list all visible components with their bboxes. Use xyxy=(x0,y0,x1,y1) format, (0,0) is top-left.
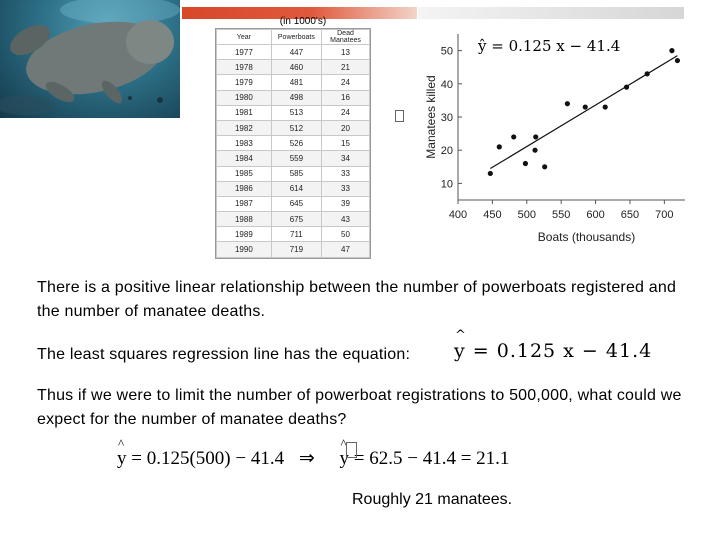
x-tick-label: 600 xyxy=(586,209,605,221)
table-cell: 1978 xyxy=(217,60,272,75)
implies-arrow: ⇒ xyxy=(298,448,315,469)
x-tick-label: 550 xyxy=(552,209,571,221)
table-cell: 481 xyxy=(271,75,321,90)
table-cell: 20 xyxy=(322,120,370,135)
y-tick-label: 10 xyxy=(440,178,453,191)
table-caption: (in 1000's) xyxy=(279,16,327,27)
manatee-data-table xyxy=(216,29,370,258)
table-cell: 512 xyxy=(271,120,321,135)
table-row xyxy=(217,242,370,257)
table-cell: 460 xyxy=(271,60,321,75)
data-point xyxy=(565,101,570,106)
table-cell: 498 xyxy=(271,90,321,105)
x-tick-label: 700 xyxy=(655,209,674,221)
regression-equation xyxy=(454,340,652,362)
prediction-question: Thus if we were to limit the number of powerboat registrations to 500,000, what could we expect for the number of manatee deaths? xyxy=(37,387,682,428)
data-point xyxy=(645,71,650,76)
missing-glyph-box xyxy=(395,110,404,122)
table-cell: 585 xyxy=(271,166,321,181)
table-cell: 614 xyxy=(271,181,321,196)
table-row xyxy=(217,120,370,135)
table-cell: 33 xyxy=(322,181,370,196)
table-cell: 34 xyxy=(322,151,370,166)
y-tick-label: 50 xyxy=(440,45,453,58)
table-cell: 47 xyxy=(322,242,370,257)
table-cell: 1982 xyxy=(217,120,272,135)
data-point xyxy=(675,58,680,63)
table-cell: 1989 xyxy=(217,227,272,242)
data-point xyxy=(542,164,547,169)
data-point xyxy=(624,85,629,90)
table-header-cell: Dead Manatees xyxy=(322,30,370,45)
calc-y-hat: ^ y xyxy=(117,448,127,470)
table-cell: 559 xyxy=(271,151,321,166)
table-cell: 1990 xyxy=(217,242,272,257)
table-cell: 21 xyxy=(322,60,370,75)
calc-y-hat-2: ^ y xyxy=(340,448,350,470)
table-cell: 13 xyxy=(322,45,370,60)
table-row xyxy=(217,196,370,211)
table-cell: 1979 xyxy=(217,75,272,90)
table-cell: 719 xyxy=(271,242,321,257)
table-cell: 447 xyxy=(271,45,321,60)
table-cell: 33 xyxy=(322,166,370,181)
data-point xyxy=(669,48,674,53)
table-cell: 1986 xyxy=(217,181,272,196)
missing-glyph-box xyxy=(346,442,357,458)
table-cell: 526 xyxy=(271,136,321,151)
table-row xyxy=(217,75,370,90)
calc-step-2: = 62.5 − 41.4 = 21.1 xyxy=(353,448,510,469)
table-cell: 1983 xyxy=(217,136,272,151)
y-tick-label: 30 xyxy=(440,112,453,124)
scatter-plot xyxy=(420,22,690,247)
table-cell: 1988 xyxy=(217,212,272,227)
answer-text: Roughly 21 manatees. xyxy=(352,491,513,508)
data-point xyxy=(532,148,537,153)
table-header-cell: Year xyxy=(217,30,272,45)
table-cell: 513 xyxy=(271,105,321,120)
table-row xyxy=(217,60,370,75)
table-row xyxy=(217,136,370,151)
data-point xyxy=(497,144,502,149)
x-axis-label: Boats (thousands) xyxy=(537,230,636,244)
data-point xyxy=(511,134,516,139)
table-header-row xyxy=(217,30,370,45)
table-cell: 50 xyxy=(322,227,370,242)
table-row xyxy=(217,181,370,196)
manatee-photo xyxy=(0,0,180,118)
equation-rhs: = 0.125 x − 41.4 xyxy=(472,340,653,362)
calc-step-1: = 0.125(500) − 41.4 xyxy=(131,448,285,469)
table-row xyxy=(217,45,370,60)
table-row xyxy=(217,151,370,166)
table-cell: 1981 xyxy=(217,105,272,120)
table-cell: 1980 xyxy=(217,90,272,105)
data-point xyxy=(603,104,608,109)
table-cell: 16 xyxy=(322,90,370,105)
y-tick-label: 20 xyxy=(440,145,453,158)
x-tick-label: 650 xyxy=(620,209,640,221)
table-header-cell: Powerboats xyxy=(271,30,321,45)
header-gray-bar xyxy=(418,7,684,19)
y-axis-label: Manatees killed xyxy=(424,75,438,159)
x-tick-label: 450 xyxy=(483,209,502,221)
table-cell: 675 xyxy=(271,212,321,227)
table-cell: 24 xyxy=(322,75,370,90)
table-cell: 43 xyxy=(322,212,370,227)
table-cell: 645 xyxy=(271,196,321,211)
table-row xyxy=(217,227,370,242)
table-row xyxy=(217,212,370,227)
table-row xyxy=(217,166,370,181)
data-point xyxy=(488,171,493,176)
data-point xyxy=(523,161,528,166)
x-tick-label: 400 xyxy=(448,209,468,221)
chart-equation: ŷ = 0.125 x − 41.4 xyxy=(478,37,621,55)
table-cell: 1977 xyxy=(217,45,272,60)
data-point xyxy=(583,104,588,109)
data-point xyxy=(533,134,538,139)
x-tick-label: 500 xyxy=(517,209,536,221)
table-row xyxy=(217,90,370,105)
table-cell: 1987 xyxy=(217,196,272,211)
table-cell: 15 xyxy=(322,136,370,151)
table-cell: 24 xyxy=(322,105,370,120)
relationship-statement: There is a positive linear relationship between the number of powerboats registered and the number of manatee deaths. xyxy=(37,279,677,320)
y-tick-label: 40 xyxy=(440,78,453,91)
regression-intro: The least squares regression line has the equation: xyxy=(37,346,411,363)
y-hat-symbol: ^ y xyxy=(454,340,466,362)
table-cell: 39 xyxy=(322,196,370,211)
prediction-calculation xyxy=(117,447,509,470)
table-cell: 711 xyxy=(271,227,321,242)
table-row xyxy=(217,105,370,120)
table-cell: 1984 xyxy=(217,151,272,166)
table-cell: 1985 xyxy=(217,166,272,181)
